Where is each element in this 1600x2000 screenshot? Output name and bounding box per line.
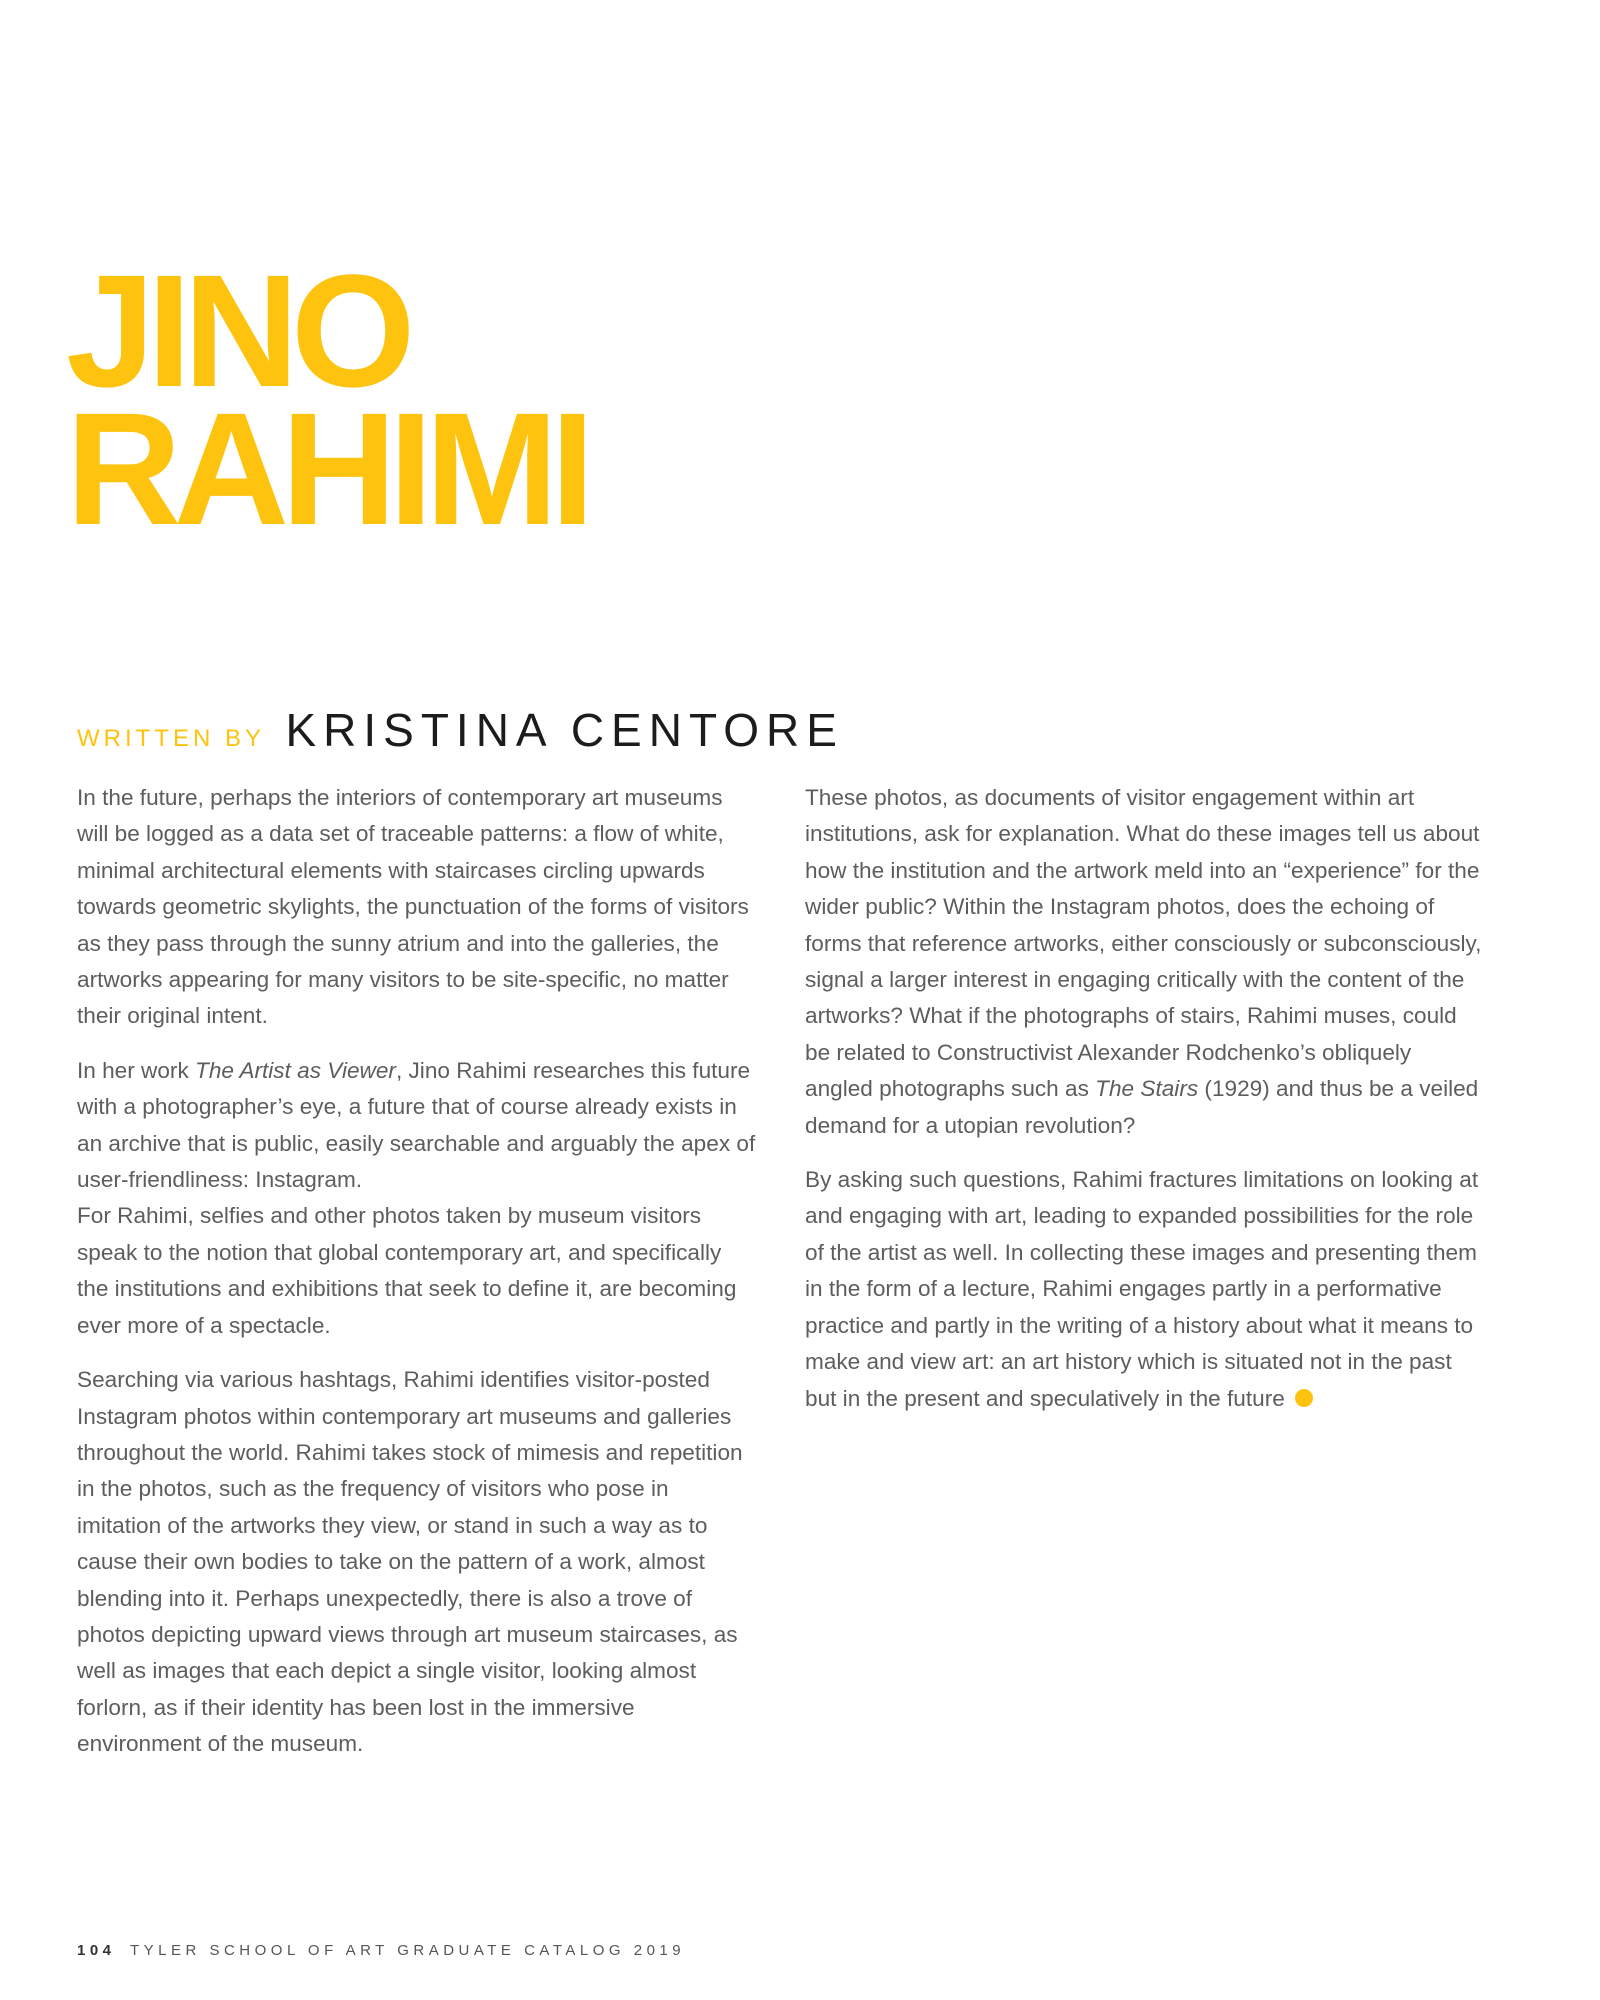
page-footer: [77, 1942, 685, 1959]
article-paragraph-1: In the future, perhaps the interiors of contemporary art museums will be logged as a data set of traceable patterns: a flow of white, minimal architectural elements with staircases circling upwards towards geometric skylights, the punctuation of the forms of visitors as they pass through the sunny atrium and into the galleries, the artworks appearing for many visitors to be site-specific, no matter their original intent.: [77, 785, 749, 1029]
article-paragraph-3: Searching via various hashtags, Rahimi identifies visitor-posted Instagram photos within contemporary art museums and galleries throughout the world. Rahimi takes stock of mimesis and repetition in the photos, such as the frequency of visitors who pose in imitation of the artworks they view, or stand in such a way as to cause their own bodies to take on the pattern of a work, almost blending into it. Perhaps unexpectedly, there is also a trove of photos depicting upward views through art museum staircases, as well as images that each depict a single visitor, looking almost forlorn, as if their identity has been lost in the immersive environment of the museum.: [77, 1367, 743, 1757]
title-line-last-name: RAHIMI: [66, 379, 587, 558]
byline-label: WRITTEN BY: [77, 725, 265, 752]
byline: [77, 703, 844, 757]
paragraph-2-body: , Jino Rahimi researches this future with a photographer’s eye, a future that of course already exists in an archive that is public, easily searchable and arguably the apex of user-friendliness: Instagram.: [77, 1057, 756, 1193]
paragraph-5-body: By asking such questions, Rahimi fractures limitations on looking at and engaging with art, leading to expanded possibilities for the role of the artist as well. In collecting these images and presenting them in the form of a lecture, Rahimi engages partly in a performative practice and partly in the writing of a history about what it means to make and view art: an art history which is situated not in the past but in the present and speculatively in the future: [805, 1167, 1479, 1411]
artist-name-title: [66, 241, 587, 558]
paragraph-4-end: (1929) and thus be a veiled demand for a utopian revolution?: [805, 1076, 1479, 1138]
article-paragraph-2: [77, 1053, 757, 1344]
article-paragraph-4: [805, 780, 1485, 1144]
paragraph-4-body: These photos, as documents of visitor engagement within art institutions, ask for explanation. What do these images tell us about how the institution and the artwork meld into an “experience” for the wider public? Within the Instagram photos, does the echoing of forms that reference artworks, either consciously or subconsciously, signal a larger interest in engaging critically with the content of the artworks? What if the photographs of stairs, Rahimi muses, could be related to Constructivist Alexander Rodchenko’s obliquely angled photographs such as: [805, 785, 1482, 1102]
author-name: KRISTINA CENTORE: [285, 704, 844, 756]
page-number: 104: [77, 1942, 116, 1959]
article-paragraph-5: [805, 1162, 1485, 1417]
paragraph-2-continuation: For Rahimi, selfies and other photos taken by museum visitors speak to the notion that global contemporary art, and specifically the institutions and exhibitions that seek to define it, are becoming ever more of a spectacle.: [77, 1203, 737, 1338]
artwork-title-artist-as-viewer: The Artist as Viewer: [195, 1057, 396, 1083]
title-line-first-name: JINO: [66, 241, 408, 420]
article-column-left: [77, 780, 757, 1781]
publication-title: TYLER SCHOOL OF ART GRADUATE CATALOG 2019: [129, 1942, 686, 1959]
paragraph-2-intro: In her work: [77, 1057, 196, 1083]
article-column-right: [805, 780, 1485, 1435]
end-mark-dot-icon: [1295, 1389, 1313, 1407]
artwork-title-the-stairs: The Stairs: [1095, 1076, 1199, 1102]
